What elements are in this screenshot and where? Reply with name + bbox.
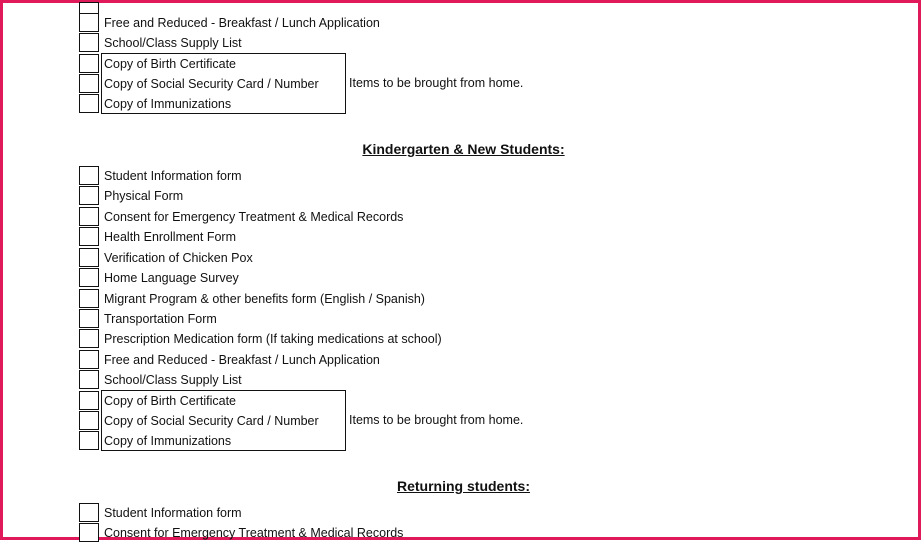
home-items-box bbox=[101, 53, 346, 114]
checkbox[interactable] bbox=[79, 74, 99, 93]
checkbox[interactable] bbox=[79, 391, 99, 410]
checkbox[interactable] bbox=[79, 503, 99, 522]
checkbox[interactable] bbox=[79, 227, 99, 246]
checkbox[interactable] bbox=[79, 309, 99, 328]
checklist-item[interactable] bbox=[79, 350, 549, 370]
checklist-item[interactable] bbox=[79, 370, 549, 390]
checkbox[interactable] bbox=[79, 94, 99, 113]
checkbox[interactable] bbox=[79, 207, 99, 226]
checkbox[interactable] bbox=[79, 289, 99, 308]
checklist-item[interactable] bbox=[79, 186, 549, 206]
checklist-item[interactable] bbox=[79, 207, 549, 227]
checkbox[interactable] bbox=[79, 268, 99, 287]
checklist-item[interactable] bbox=[79, 13, 549, 33]
checkbox[interactable] bbox=[79, 186, 99, 205]
checkbox[interactable] bbox=[79, 411, 99, 430]
checklist-item-label: Copy of Social Security Card / Number bbox=[104, 414, 319, 428]
home-items-note: Items to be brought from home. bbox=[349, 413, 524, 427]
checkbox[interactable] bbox=[79, 329, 99, 348]
checklist-item[interactable] bbox=[79, 523, 549, 543]
checklist-item[interactable] bbox=[79, 33, 549, 53]
checklist-item-label: Transportation Form bbox=[104, 312, 217, 326]
checklist-item-label: Consent for Emergency Treatment & Medical Records bbox=[104, 210, 404, 224]
checklist-item-label: Migrant Program & other benefits form (English / Spanish) bbox=[104, 292, 425, 306]
checkbox[interactable] bbox=[79, 523, 99, 542]
checklist-item-label: Copy of Social Security Card / Number bbox=[104, 77, 319, 91]
checklist-item-label: Copy of Immunizations bbox=[104, 434, 232, 448]
checklist-item-label: Free and Reduced - Breakfast / Lunch Application bbox=[104, 16, 380, 30]
checkbox[interactable] bbox=[79, 248, 99, 267]
checklist-item-label: School/Class Supply List bbox=[104, 36, 242, 50]
checkbox[interactable] bbox=[79, 370, 99, 389]
checklist-item[interactable] bbox=[79, 503, 549, 523]
checklist-item-label: Copy of Birth Certificate bbox=[104, 394, 236, 408]
section-heading: Kindergarten & New Students: bbox=[362, 141, 565, 157]
checklist-item[interactable] bbox=[79, 289, 549, 309]
checkbox[interactable] bbox=[79, 13, 99, 32]
checklist-item-label: Consent for Emergency Treatment & Medical Records bbox=[104, 526, 404, 540]
checklist-item-label: Verification of Chicken Pox bbox=[104, 251, 253, 265]
checkbox[interactable] bbox=[79, 33, 99, 52]
checklist-item-label: School/Class Supply List bbox=[104, 373, 242, 387]
checkbox[interactable] bbox=[79, 54, 99, 73]
checkbox[interactable] bbox=[79, 431, 99, 450]
home-items-note: Items to be brought from home. bbox=[349, 76, 524, 90]
checklist-item[interactable] bbox=[79, 248, 549, 268]
checklist-item-label: Copy of Birth Certificate bbox=[104, 57, 236, 71]
checklist-item-label: Physical Form bbox=[104, 189, 184, 203]
checklist-item[interactable] bbox=[79, 309, 549, 329]
checklist-item[interactable] bbox=[79, 166, 549, 186]
checklist-item[interactable] bbox=[79, 227, 549, 247]
checklist-item-label: Home Language Survey bbox=[104, 271, 239, 285]
section-heading: Returning students: bbox=[397, 478, 530, 494]
checklist-item[interactable] bbox=[79, 329, 549, 349]
checkbox[interactable] bbox=[79, 166, 99, 185]
home-items-box bbox=[101, 390, 346, 451]
checklist-item-label: Student Information form bbox=[104, 169, 242, 183]
checklist-item-label: Student Information form bbox=[104, 506, 242, 520]
checklist-item[interactable] bbox=[79, 268, 549, 288]
checklist-item-label: Free and Reduced - Breakfast / Lunch Application bbox=[104, 353, 380, 367]
checklist-item-label: Copy of Immunizations bbox=[104, 97, 232, 111]
checkbox[interactable] bbox=[79, 350, 99, 369]
checklist-page bbox=[3, 3, 921, 543]
checklist-item-label: Prescription Medication form (If taking medications at school) bbox=[104, 332, 442, 346]
checklist-item-label: Health Enrollment Form bbox=[104, 230, 236, 244]
